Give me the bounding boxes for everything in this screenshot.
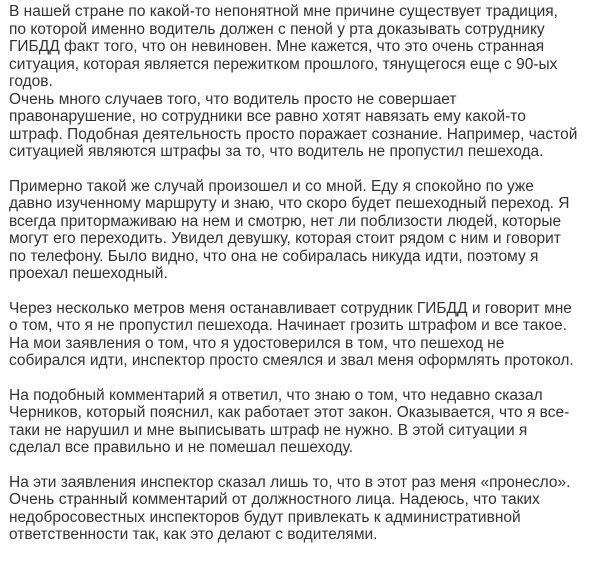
text-line: таки не нарушил и мне выписывать штраф не нужно. В этой ситуации я: [9, 421, 528, 439]
text-line: Через несколько метров меня останавливает сотрудник ГИБДД и говорит мне: [9, 299, 572, 317]
text-line: проехал пешеходный.: [9, 265, 168, 282]
text-line: всегда притормаживаю на нем и смотрю, нет ли поблизости людей, которые: [9, 212, 562, 230]
text-line: о том, что я не пропустил пешехода. Начинает грозить штрафом и все такое.: [9, 317, 567, 334]
text-line: годов.: [9, 73, 53, 90]
text-line: собирался идти, инспектор просто смеялся и звал меня оформлять протокол.: [9, 352, 574, 369]
text-line: Примерно такой же случай произошел и со мной. Еду я спокойно по уже: [9, 177, 534, 195]
paragraph-reply: [9, 387, 595, 457]
text-line: В нашей стране по какой-то непонятной мне причине существует традиция,: [9, 3, 558, 20]
text-line: могут его переходить. Увидел девушку, которая стоит рядом с ним и говорит: [9, 230, 561, 247]
text-line: давно изученному маршруту и знаю, что скоро будет пешеходный переход. Я: [9, 195, 570, 212]
paragraph-personal-case: [9, 178, 595, 283]
text-line: На мои заявления о том, что я удостоверился в том, что пешеход не: [9, 334, 505, 352]
paragraph-cases: [9, 91, 595, 161]
text-line: недобросовестных инспекторов будут привлекать к административной: [9, 508, 521, 526]
text-line: правонарушение, но сотрудники все равно хотят навязать ему какой-то: [9, 108, 526, 125]
text-line: На подобный комментарий я ответил, что знаю о том, что недавно сказал: [9, 386, 543, 404]
paragraph-tradition: [9, 3, 595, 91]
text-line: по телефону. Было видно, что она не собиралась никуда идти, поэтому я: [9, 247, 539, 265]
text-line: сделал все правильно и не помешал пешеходу.: [9, 439, 354, 456]
text-line: На эти заявления инспектор сказал лишь то, что в этот раз меня «пронесло».: [9, 473, 571, 491]
paragraph-stopped: [9, 300, 595, 370]
paragraph-conclusion: [9, 474, 595, 544]
text-line: ситуация, которая является пережитком прошлого, тянущегося еще с 90-ых: [9, 55, 558, 73]
text-line: Очень странный комментарий от должностного лица. Надеюсь, что таких: [9, 491, 540, 508]
text-line: Очень много случаев того, что водитель просто не совершает: [9, 90, 457, 108]
text-line: ситуацией являются штрафы за то, что водитель не пропустил пешехода.: [9, 143, 544, 160]
text-line: ГИБДД факт того, что он невиновен. Мне кажется, что это очень странная: [9, 38, 545, 55]
text-line: по которой именно водитель должен с пеной у рта доказывать сотруднику: [9, 20, 545, 38]
text-line: штраф. Подобная деятельность просто поражает сознание. Например, частой: [9, 125, 578, 143]
text-line: ответственности так, как это делают с водителями.: [9, 526, 378, 543]
text-line: Черников, который пояснил, как работает этот закон. Оказывается, что я все-: [9, 404, 570, 421]
